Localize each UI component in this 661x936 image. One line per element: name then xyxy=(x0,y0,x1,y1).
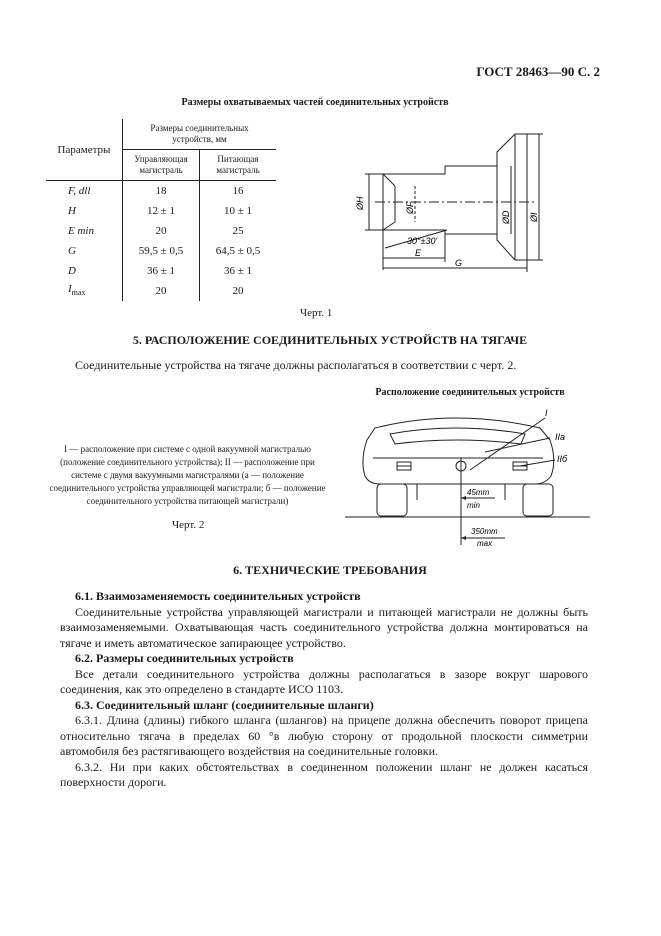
angle-label: 30°±30' xyxy=(407,236,438,246)
section-6-body xyxy=(60,589,588,791)
section-6-title: 6. ТЕХНИЧЕСКИЕ ТРЕБОВАНИЯ xyxy=(233,563,427,577)
col-supply-header: Питающая магистраль xyxy=(200,150,277,181)
dim-d-label: ØD xyxy=(501,210,511,224)
fig2-title: Расположение соединительных устройств xyxy=(375,387,565,398)
param-cell: F, dll xyxy=(46,181,123,201)
max-distance-sub: max xyxy=(477,539,493,548)
value-cell: 20 xyxy=(123,221,200,241)
param-cell: E min xyxy=(46,221,123,241)
subsection-6-3-1-text: 6.3.1. Длина (длины) гибкого шланга (шлангов) на прицепе должна обеспечить поворот прицепа относительно тягача в пределах 60 °в любую сторону от продольной плоскости симметрии автомобиля без растягивающего воздействия на соединительные головки. xyxy=(60,713,588,758)
value-cell: 20 xyxy=(123,281,200,301)
table-row xyxy=(46,281,276,301)
group-header: Размеры соединительных устройств, мм xyxy=(123,119,277,150)
value-cell: 59,5 ± 0,5 xyxy=(123,241,200,261)
table-row xyxy=(46,181,276,201)
dim-g-label: G xyxy=(455,258,463,268)
dimensions-table xyxy=(46,119,276,301)
min-distance-sub: min xyxy=(467,501,480,510)
coupling-drawing xyxy=(355,130,555,280)
subsection-6-1-text: Соединительные устройства управляющей магистрали и питающей магистрали не должны быть взаимозаменяемыми. Охватывающая часть соединительного устройства должна монтироваться на тягаче и иметь автоматическое запирающее устройство. xyxy=(60,604,588,650)
param-symbol: I xyxy=(68,283,72,296)
tractor-rear-drawing xyxy=(345,400,590,550)
page-header: ГОСТ 28463—90 С. 2 xyxy=(476,64,600,79)
subsection-6-1-title: 6.1. Взаимозаменяемость соединительных устройств xyxy=(75,589,361,603)
value-cell: 10 ± 1 xyxy=(223,204,253,217)
value-cell: 18 xyxy=(123,181,200,201)
dim-e-label: E xyxy=(415,248,422,258)
col-control-header: Управляющая магистраль xyxy=(123,150,200,181)
table-caption: Размеры охватываемых частей соединительных устройств xyxy=(181,97,449,108)
fig2-legend: I — расположение при системе с одной вакуумной магистралью (положение соединительного устройства); II — расположение при системе с двумя вакуумными магистралями (а — положение соединительного устройства управляющей магистрали; б — положение соединительного устройства питающей магистрали) xyxy=(49,444,326,506)
subsection-6-3-title: 6.3. Соединительный шланг (соединительные шланги) xyxy=(75,697,374,712)
param-header: Параметры xyxy=(46,119,123,181)
label-position-IIa: IIa xyxy=(555,432,566,442)
subsection-6-2-text: Все детали соединительного устройства должны располагаться в зазоре вокруг шарового соединения, как это определено в стандарте ИСО 1103. xyxy=(60,666,588,696)
value-cell: 64,5 ± 0,5 xyxy=(215,244,261,257)
min-distance-label: 45mm xyxy=(467,488,490,497)
value-cell: 36 ± 1 xyxy=(123,261,200,281)
label-position-IIb: IIб xyxy=(557,454,568,464)
value-cell: 12 ± 1 xyxy=(123,201,200,221)
section-5-title: 5. РАСПОЛОЖЕНИЕ СОЕДИНИТЕЛЬНЫХ УСТРОЙСТВ НА ТЯГАЧЕ xyxy=(132,333,528,347)
fig2-caption: Черт. 2 xyxy=(172,519,205,531)
value-cell: 16 xyxy=(232,184,244,197)
dim-h-label: ØH xyxy=(355,196,365,210)
param-cell: G xyxy=(46,241,123,261)
param-subscript: max xyxy=(71,288,86,298)
subsection-6-3-2-text: 6.3.2. Ни при каких обстоятельствах в соединенном положении шланг не должен касаться поверхности дороги. xyxy=(60,759,588,789)
max-distance-label: 350mm xyxy=(471,527,498,536)
table-row xyxy=(46,241,276,261)
table-row xyxy=(46,221,276,241)
fig1-caption: Черт. 1 xyxy=(300,307,333,319)
param-cell: D xyxy=(46,261,123,281)
value-cell: 20 xyxy=(232,284,244,297)
subsection-6-2-title: 6.2. Размеры соединительных устройств xyxy=(75,651,294,665)
value-cell: 25 xyxy=(232,224,244,237)
table-row xyxy=(46,261,276,281)
table-row xyxy=(46,201,276,221)
dim-f-label: ØF xyxy=(405,201,415,214)
dim-i-label: ØI xyxy=(529,212,539,222)
section-5-text: Соединительные устройства на тягаче должны располагаться в соответствии с черт. 2. xyxy=(75,358,517,372)
value-cell: 36 ± 1 xyxy=(223,264,253,277)
label-position-I: I xyxy=(545,408,548,418)
param-cell xyxy=(46,281,123,301)
param-cell: H xyxy=(46,201,123,221)
